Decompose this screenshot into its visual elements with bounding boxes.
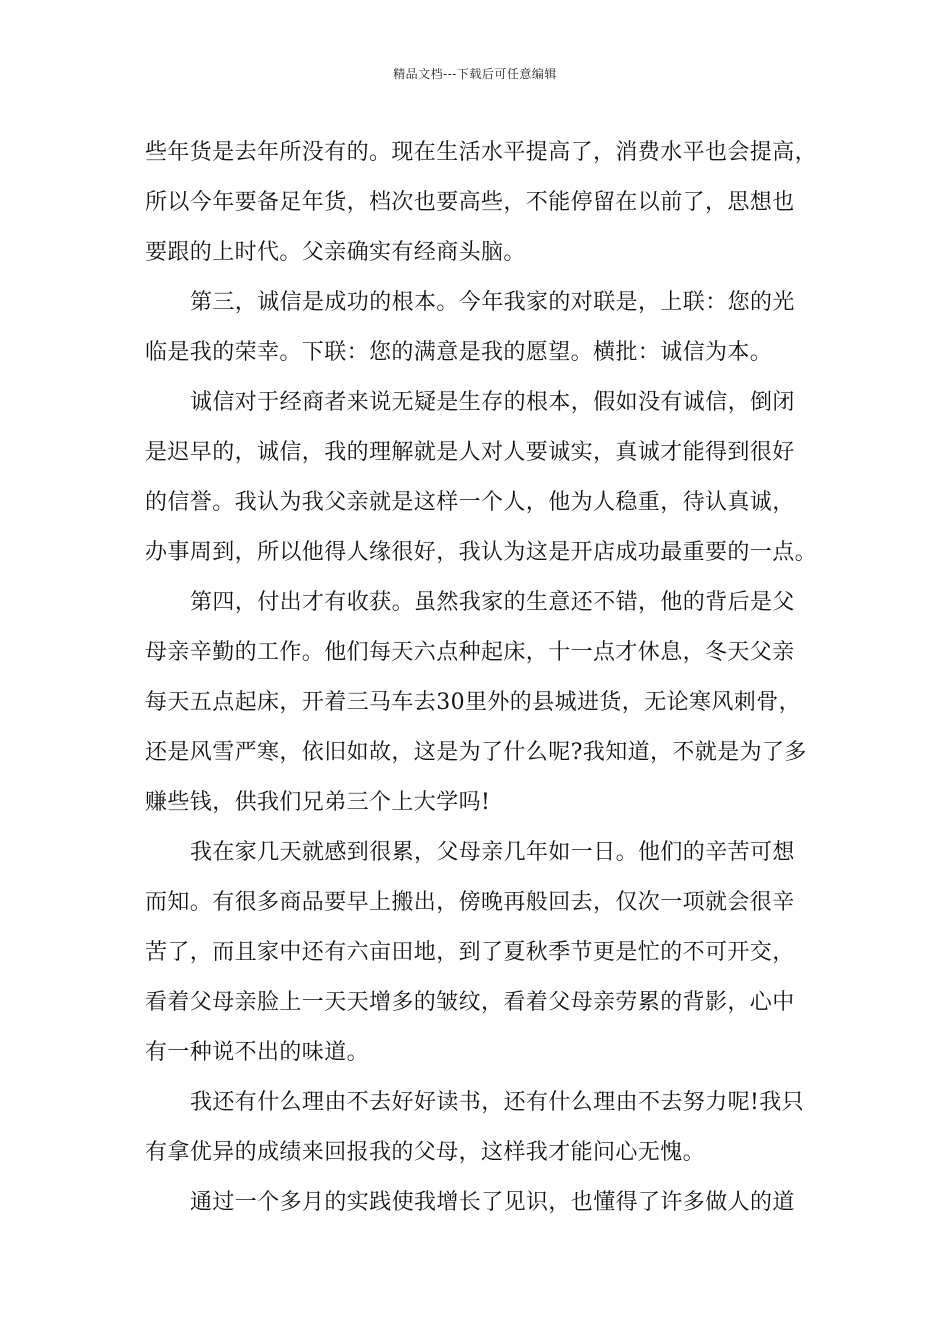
- text-line: 还是风雪严寒，依旧如故，这是为了什么呢?我知道，不就是为了多: [145, 740, 807, 765]
- text-line: 每天五点起床，开着三马车去30里外的县城进货，无论寒风刺骨，: [145, 690, 801, 715]
- text-line: 诚信对于经商者来说无疑是生存的根本，假如没有诚信，倒闭: [190, 390, 795, 415]
- text-line: 是迟早的，诚信，我的理解就是人对人要诚实，真诚才能得到很好: [145, 440, 795, 465]
- page-header: 精品文档---下载后可任意编辑: [393, 67, 557, 81]
- text-line: 我在家几天就感到很累，父母亲几年如一日。他们的辛苦可想: [190, 840, 795, 865]
- body-text: [145, 128, 825, 1228]
- text-line: 的信誉。我认为我父亲就是这样一个人，他为人稳重，待认真诚，: [145, 490, 795, 515]
- text-line: 所以今年要备足年货，档次也要高些，不能停留在以前了，思想也: [145, 190, 795, 215]
- text-line: 些年货是去年所没有的。现在生活水平提高了，消费水平也会提高，: [145, 140, 818, 165]
- text-line: 办事周到，所以他得人缘很好，我认为这是开店成功最重要的一点。: [145, 540, 818, 565]
- text-line: 临是我的荣幸。下联：您的满意是我的愿望。横批：诚信为本。: [145, 340, 773, 365]
- text-line: 我还有什么理由不去好好读书，还有什么理由不去努力呢!我只: [190, 1090, 805, 1115]
- text-line: 看着父母亲脸上一天天增多的皱纹，看着父母亲劳累的背影，心中: [145, 990, 795, 1015]
- text-line: 母亲辛勤的工作。他们每天六点种起床，十一点才休息，冬天父亲: [145, 640, 795, 665]
- text-line: 赚些钱，供我们兄弟三个上大学吗!: [145, 790, 491, 815]
- text-line: 要跟的上时代。父亲确实有经商头脑。: [145, 240, 526, 265]
- text-line: 第四，付出才有收获。虽然我家的生意还不错，他的背后是父: [190, 590, 795, 615]
- text-line: 有一种说不出的味道。: [145, 1040, 370, 1065]
- text-line: 通过一个多月的实践使我增长了见识，也懂得了许多做人的道: [190, 1190, 795, 1215]
- text-line: 有拿优异的成绩来回报我的父母，这样我才能问心无愧。: [145, 1140, 706, 1165]
- text-line: 苦了，而且家中还有六亩田地，到了夏秋季节更是忙的不可开交，: [145, 940, 795, 965]
- text-line: 而知。有很多商品要早上搬出，傍晚再般回去，仅次一项就会很辛: [145, 890, 795, 915]
- text-line: 第三，诚信是成功的根本。今年我家的对联是，上联：您的光: [190, 290, 795, 315]
